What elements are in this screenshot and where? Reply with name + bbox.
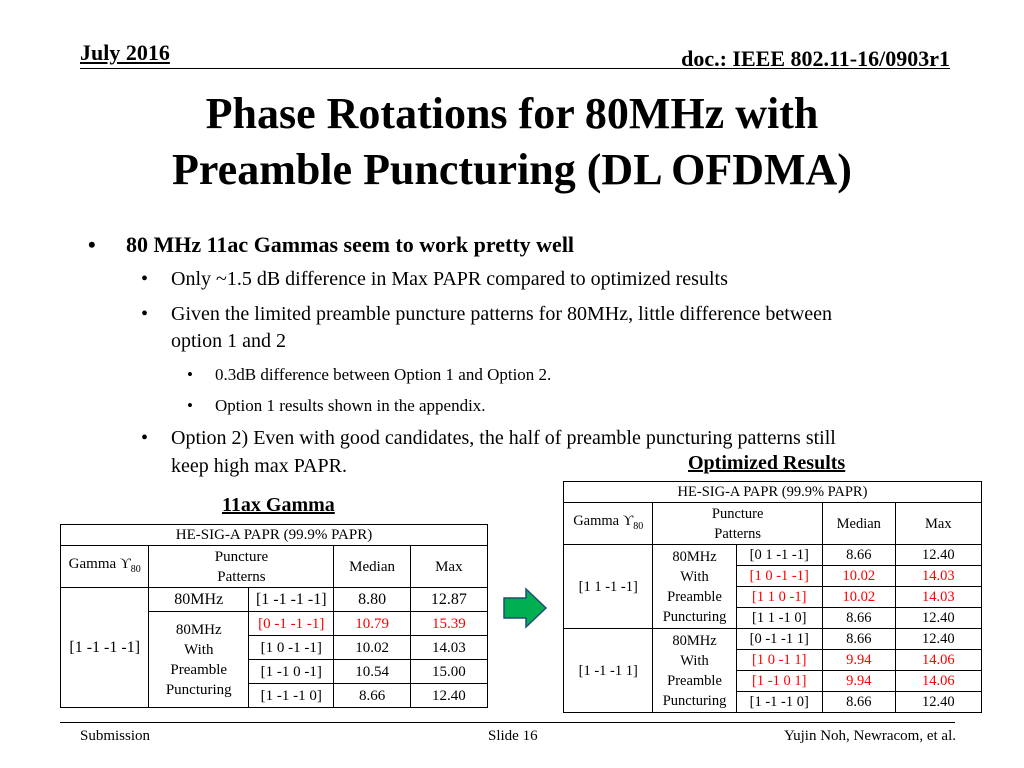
max-cell: 15.00 bbox=[410, 660, 487, 684]
median-cell: 8.66 bbox=[822, 692, 895, 713]
max-cell: 14.06 bbox=[895, 671, 981, 692]
group-label-line: With bbox=[184, 641, 214, 658]
col-puncture-l1: Puncture bbox=[214, 548, 269, 565]
pattern-cell: [0 -1 -1 1] bbox=[736, 629, 822, 650]
group-label-line: With bbox=[680, 568, 709, 585]
pattern-cell: [0 -1 -1 -1] bbox=[249, 612, 334, 636]
bullet-l2-3-line1: Option 2) Even with good candidates, the half of preamble puncturing patterns still bbox=[171, 427, 836, 449]
col-gamma-text: Gamma ϒ bbox=[573, 512, 634, 529]
col-gamma-sub: 80 bbox=[130, 563, 141, 575]
footer-author: Yujin Noh, Newracom, et al. bbox=[783, 728, 956, 744]
pattern-cell: [1 0 -1 -1] bbox=[736, 566, 822, 587]
pattern-cell: [1 1 -1 0] bbox=[736, 608, 822, 629]
group-label-line: Preamble bbox=[667, 588, 722, 605]
group-label-line: 80MHz bbox=[672, 548, 717, 565]
col-max: Max bbox=[410, 546, 487, 588]
bullet-l2-1: Only ~1.5 dB difference in Max PAPR compared to optimized results bbox=[171, 268, 728, 290]
table-11ax-gamma bbox=[60, 524, 488, 708]
col-gamma-text: Gamma ϒ bbox=[68, 555, 131, 572]
group-label-line: Preamble bbox=[667, 672, 722, 689]
median-cell: 10.02 bbox=[822, 566, 895, 587]
pattern-cell: [1 1 0 -1] bbox=[736, 587, 822, 608]
pattern-cell: [1 -1 -1 -1] bbox=[249, 588, 334, 612]
group-label-line: Puncturing bbox=[662, 608, 727, 625]
table-left-caption: 11ax Gamma bbox=[222, 494, 335, 516]
bullet-l1: 80 MHz 11ac Gammas seem to work pretty well bbox=[126, 232, 575, 257]
median-cell: 10.02 bbox=[822, 587, 895, 608]
median-cell: 8.66 bbox=[334, 684, 410, 708]
median-cell: 10.02 bbox=[334, 636, 410, 660]
group-label bbox=[653, 629, 736, 713]
table-header: HE-SIG-A PAPR (99.9% PAPR) bbox=[61, 525, 488, 546]
col-median: Median bbox=[334, 546, 410, 588]
group-label-line: 80MHz bbox=[672, 632, 717, 649]
median-cell: 8.66 bbox=[822, 608, 895, 629]
col-gamma bbox=[564, 503, 653, 545]
bullet-l2-2-line1: Given the limited preamble puncture patterns for 80MHz, little difference between bbox=[171, 303, 833, 325]
table-header: HE-SIG-A PAPR (99.9% PAPR) bbox=[564, 482, 982, 503]
col-max: Max bbox=[895, 503, 981, 545]
max-cell: 12.40 bbox=[895, 545, 981, 566]
group-label-line: With bbox=[680, 652, 709, 669]
pattern-cell: [0 1 -1 -1] bbox=[736, 545, 822, 566]
pattern-cell: [1 -1 0 -1] bbox=[249, 660, 334, 684]
table-optimized-results bbox=[563, 481, 982, 713]
col-gamma-sub: 80 bbox=[633, 520, 644, 532]
group-label bbox=[149, 612, 249, 708]
pattern-cell: [1 0 -1 1] bbox=[736, 650, 822, 671]
table-right-caption: Optimized Results bbox=[688, 452, 846, 474]
gamma-cell: [1 -1 -1 1] bbox=[564, 629, 653, 713]
group-label-line: Puncturing bbox=[165, 681, 232, 698]
row-label-80mhz: 80MHz bbox=[149, 588, 249, 612]
col-puncture-l2: Patterns bbox=[714, 525, 762, 542]
group-label-line: Preamble bbox=[170, 661, 228, 678]
gamma-cell: [1 -1 -1 -1] bbox=[61, 588, 149, 708]
max-cell: 12.40 bbox=[895, 629, 981, 650]
group-label-line: 80MHz bbox=[175, 621, 222, 638]
max-cell: 14.03 bbox=[895, 587, 981, 608]
bullet-dot: • bbox=[187, 365, 193, 384]
median-cell: 8.66 bbox=[822, 629, 895, 650]
bullet-l2-2-line2: option 1 and 2 bbox=[171, 330, 286, 352]
bullet-dot: • bbox=[88, 232, 96, 257]
bullet-l2-3-line2: keep high max PAPR. bbox=[171, 455, 347, 477]
col-gamma bbox=[61, 546, 149, 588]
footer-slide-number: Slide 16 bbox=[488, 728, 538, 744]
bullet-dot: • bbox=[187, 396, 193, 415]
max-cell: 14.03 bbox=[895, 566, 981, 587]
title-line-1: Phase Rotations for 80MHz with bbox=[205, 89, 819, 138]
col-puncture-l2: Patterns bbox=[217, 568, 266, 585]
slide-title bbox=[60, 86, 964, 198]
header-doc-id: doc.: IEEE 802.11-16/0903r1 bbox=[681, 46, 950, 71]
max-cell: 15.39 bbox=[410, 612, 487, 636]
pattern-cell: [1 -1 -1 0] bbox=[249, 684, 334, 708]
bullet-dot: • bbox=[141, 427, 149, 449]
right-arrow-icon bbox=[502, 587, 548, 629]
median-cell: 8.66 bbox=[822, 545, 895, 566]
pattern-cell: [1 0 -1 -1] bbox=[249, 636, 334, 660]
max-cell: 12.87 bbox=[410, 588, 487, 612]
max-cell: 14.03 bbox=[410, 636, 487, 660]
header-date: July 2016 bbox=[80, 40, 170, 65]
median-cell: 10.54 bbox=[334, 660, 410, 684]
group-label-line: Puncturing bbox=[662, 692, 727, 709]
max-cell: 12.40 bbox=[895, 692, 981, 713]
max-cell: 12.40 bbox=[895, 608, 981, 629]
col-puncture-patterns bbox=[653, 503, 822, 545]
max-cell: 14.06 bbox=[895, 650, 981, 671]
col-puncture-l1: Puncture bbox=[711, 505, 764, 522]
bullet-dot: • bbox=[141, 303, 149, 325]
col-puncture-patterns bbox=[149, 546, 334, 588]
pattern-cell: [1 -1 -1 0] bbox=[736, 692, 822, 713]
title-line-2: Preamble Puncturing (DL OFDMA) bbox=[172, 145, 852, 194]
median-cell: 10.79 bbox=[334, 612, 410, 636]
group-label bbox=[653, 545, 736, 629]
bullet-l3-1: 0.3dB difference between Option 1 and Option 2. bbox=[215, 365, 552, 384]
median-cell: 8.80 bbox=[334, 588, 410, 612]
bullet-dot: • bbox=[141, 268, 149, 290]
pattern-cell: [1 -1 0 1] bbox=[736, 671, 822, 692]
max-cell: 12.40 bbox=[410, 684, 487, 708]
col-median: Median bbox=[822, 503, 895, 545]
median-cell: 9.94 bbox=[822, 650, 895, 671]
footer-submission: Submission bbox=[80, 728, 151, 744]
header-divider bbox=[80, 68, 950, 69]
median-cell: 9.94 bbox=[822, 671, 895, 692]
gamma-cell: [1 1 -1 -1] bbox=[564, 545, 653, 629]
bullet-l3-2: Option 1 results shown in the appendix. bbox=[215, 396, 486, 415]
footer-divider bbox=[60, 722, 955, 723]
